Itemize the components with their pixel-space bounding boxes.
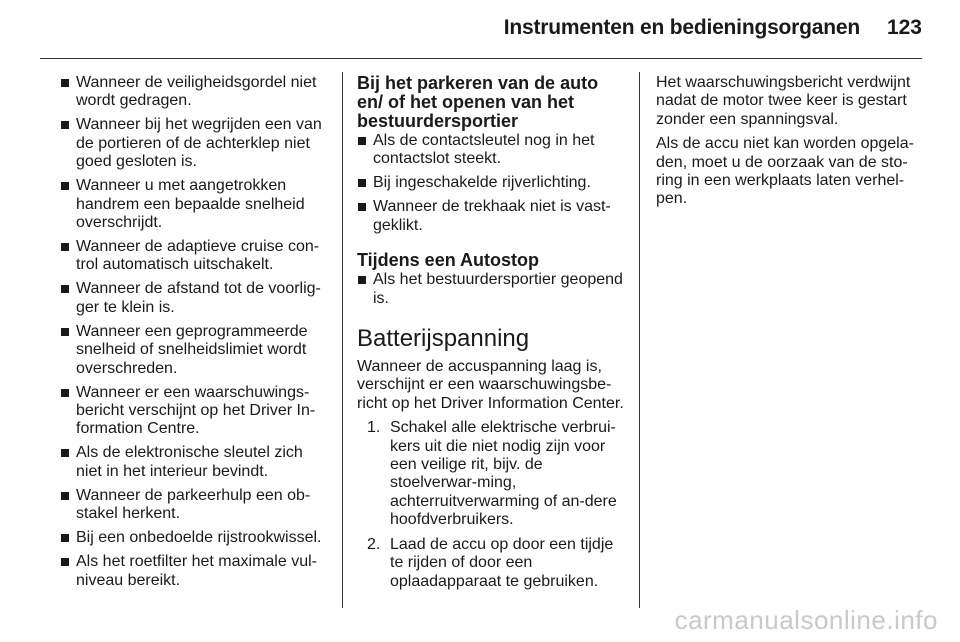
list-item: Wanneer de veiligheidsgordel niet wordt gedragen. (60, 74, 330, 111)
list-item: Bij een onbedoelde rijstrookwissel. (60, 529, 330, 547)
battery-intro: Wanneer de accuspanning laag is, verschijnt er een waarschuwingsbe-richt op het Driver Information Center. (357, 358, 624, 412)
list-item: Wanneer bij het wegrijden een van de portieren of de achterklep niet goed gesloten is. (60, 116, 330, 171)
list-item: Wanneer er een waarschuwings-bericht verschijnt op het Driver In-formation Centre. (60, 384, 330, 439)
parking-list (357, 132, 627, 235)
header-divider (40, 58, 922, 59)
paragraph: Als de accu niet kan worden opgela-den, moet u de oorzaak van de sto-ring in een werkplaats laten verhel-pen. (656, 135, 914, 208)
list-item: Als het bestuurdersportier geopend is. (357, 271, 627, 308)
battery-steps-list (357, 419, 627, 591)
column-divider (639, 72, 640, 608)
list-item: Bij ingeschakelde rijverlichting. (357, 174, 627, 192)
column-divider (342, 72, 343, 608)
list-item: Wanneer een geprogrammeerde snelheid of snelheidslimiet wordt overschreden. (60, 323, 330, 378)
step-text: Laad de accu op door een tijdje te rijden of door een oplaadapparaat te gebruiken. (390, 535, 614, 590)
column-right (656, 74, 921, 215)
watermark: carmanualsonline.info (674, 605, 938, 635)
step-text: Schakel alle elektrische verbrui-kers uit die niet nodig zijn voor een veilige rit, bijv. de stoelverwar-ming, achterruitverwarming of an-dere hoofdverbruikers. (390, 419, 617, 529)
page-header (0, 0, 960, 62)
list-item: Wanneer u met aangetrokken handrem een bepaalde snelheid overschrijdt. (60, 177, 330, 232)
list-item: Als het roetfilter het maximale vul-niveau bereikt. (60, 553, 330, 590)
list-item: Wanneer de afstand tot de voorlig-ger te klein is. (60, 280, 330, 317)
parking-heading: Bij het parkeren van de auto en/ of het openen van het bestuurdersportier (357, 73, 599, 131)
warning-conditions-list (60, 74, 330, 590)
list-item: Als de contactsleutel nog in het contactslot steekt. (357, 132, 627, 169)
paragraph: Het waarschuwingsbericht verdwijnt nadat de motor twee keer is gestart zonder een spanningsval. (656, 74, 911, 128)
page-number: 123 (886, 16, 922, 39)
autostop-heading: Tijdens een Autostop (357, 250, 540, 271)
column-left (60, 74, 330, 596)
autostop-list (357, 271, 627, 308)
step-number: 1. (367, 419, 381, 437)
page-title: Instrumenten en bedieningsorganen (503, 16, 860, 39)
list-item (357, 536, 627, 591)
battery-section-title: Batterijspanning (357, 325, 530, 353)
list-item: Als de elektronische sleutel zich niet in het interieur bevindt. (60, 444, 330, 481)
column-middle (357, 74, 627, 597)
step-number: 2. (367, 535, 381, 553)
list-item: Wanneer de adaptieve cruise con-trol automatisch uitschakelt. (60, 238, 330, 275)
list-item (357, 419, 627, 529)
list-item: Wanneer de trekhaak niet is vast-geklikt. (357, 198, 627, 235)
list-item: Wanneer de parkeerhulp een ob-stakel herkent. (60, 487, 330, 524)
